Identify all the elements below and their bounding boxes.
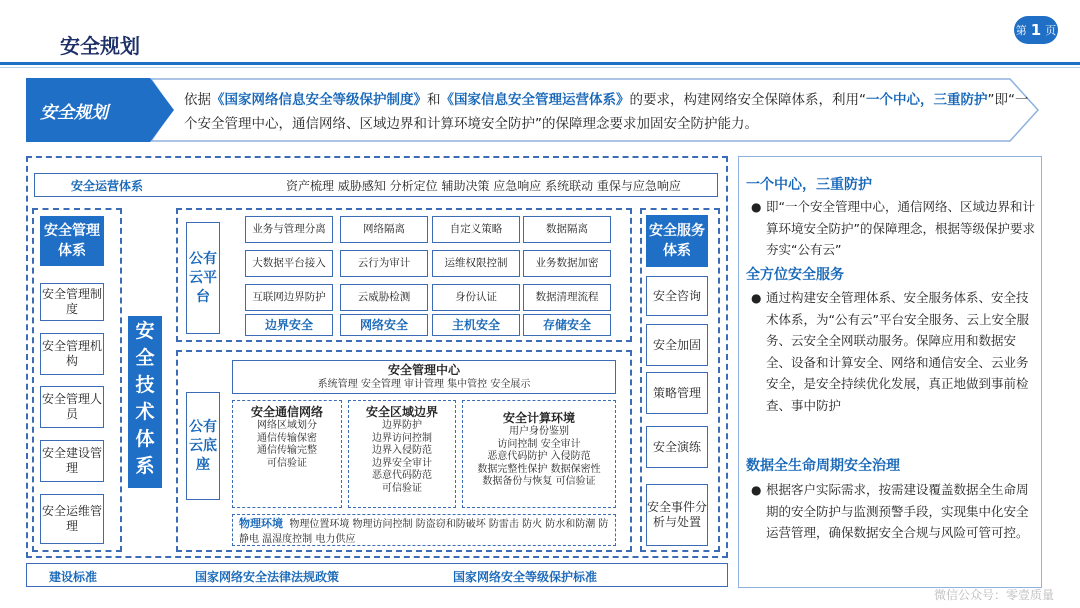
compute-env-line: 访问控制 安全审计 [497,438,581,450]
service-system-title: 安全服务体系 [646,215,708,267]
explanation-heading: 数据全生命周期安全治理 [746,458,900,474]
area-border-line: 边界安全审计 [372,457,432,469]
physical-env-title: 物理环境 [239,517,283,530]
page-number: 1 [1030,21,1042,39]
standards-label: 建设标准 [49,570,98,584]
service-item: 安全咨询 [646,276,708,316]
bullet-icon: ● [751,200,762,214]
banner-text-highlight: 《国家网络信息安全等级保护制度》 [211,92,427,108]
page-number-badge [1014,16,1058,44]
area-border-line: 边界防护 [382,420,422,431]
construction-standards-bar [26,563,728,587]
platform-cell: 网络隔离 [340,216,428,243]
area-border-line: 恶意代码防范 [372,470,432,481]
compute-env-title: 安全计算环境 [502,411,575,425]
mgmt-item: 安全建设管理 [40,440,104,482]
mgmt-item: 安全运维管理 [40,494,104,544]
banner-text-part: 依据 [184,92,211,108]
service-item: 安全加固 [646,324,708,366]
physical-environment [232,514,616,546]
banner-text-part: 的要求，构建网络安全保障体系，利用“ [629,92,866,108]
platform-cell: 自定义策略 [432,216,520,243]
banner-text-part: 和 [427,92,441,108]
banner-text [184,88,1029,136]
banner-text-part: ”即“一个安全管理中心，通信网络、区域边界和计算环境安全防护”的保障理念要求加固安全防护能力。 [184,92,1029,132]
area-border-line: 可信验证 [382,482,422,494]
platform-cell: 数据隔离 [523,216,611,243]
banner-text-highlight: 《国家信息安全管理运营体系》 [440,92,630,108]
compute-env-line: 数据完整性保护 数据保密性 [477,463,601,475]
secure-comm-network [232,400,342,508]
banner-text-highlight: 一个中心，三重防护 [866,92,988,108]
platform-footer-item: 边界安全 [245,314,333,336]
secure-area-border [348,400,456,508]
explanation-paragraph: 通过构建安全管理体系、安全服务体系、安全技术体系，为“公有云”平台安全服务、云上安全服务、云安全全网联动服务。保障应用和数据安全、设备和计算安全、网络和通信安全、云业务安全，是安全持续优化发展，真正地做到事前检查、事中防护 [766,290,1029,413]
public-cloud-platform-label: 公有云平台 [186,222,220,334]
header-divider [0,62,1080,65]
management-system-title: 安全管理体系 [40,216,104,266]
standards-item: 国家网络安全法律法规政策 [195,570,340,584]
platform-cell: 身份认证 [432,284,520,311]
security-management-center [232,360,616,394]
explanation-heading: 一个中心，三重防护 [746,177,872,193]
security-operations-bar [34,173,718,197]
explanation-paragraph: 即“一个安全管理中心，通信网络、区域边界和计算环境安全防护”的保障理念，根据等级保护要求夯实“公有云” [766,199,1035,257]
bullet-icon: ● [751,483,762,497]
platform-cell: 云威胁检测 [340,284,428,311]
ops-title: 安全运营体系 [71,178,144,193]
secure-compute-environment [462,400,616,508]
explanation-heading: 全方位安全服务 [746,267,844,283]
management-center-items: 系统管理 安全管理 审计管理 集中管控 安全展示 [317,379,531,390]
service-item: 安全演练 [646,426,708,468]
mgmt-item: 安全管理制度 [40,283,104,321]
comm-network-line: 通信传输完整 [257,445,317,456]
platform-cell: 运维权限控制 [432,250,520,277]
compute-env-line: 用户身份鉴别 [509,426,569,437]
explanation-paragraph: 根据客户实际需求，按需建设覆盖数据全生命周期的安全防护与监测预警手段，实现集中化安全运营管理，确保数据安全合规与风险可管可控。 [766,482,1029,540]
platform-footer-item: 网络安全 [340,314,428,336]
service-item: 策略管理 [646,372,708,414]
platform-cell: 云行为审计 [340,250,428,277]
technical-system-title: 安全技术体系 [128,316,162,488]
page-suffix: 页 [1045,24,1057,37]
service-item: 安全事件分析与处置 [646,484,708,546]
area-border-line: 边界访问控制 [372,432,432,444]
platform-footer-item: 存储安全 [523,314,611,336]
comm-network-line: 可信验证 [267,457,307,469]
comm-network-line: 网络区域划分 [257,420,317,431]
public-cloud-base-label: 公有云底座 [186,392,220,500]
standards-item: 国家网络安全等级保护标准 [453,570,598,584]
physical-env-items: 物理位置环境 物理访问控制 防盗窃和防破坏 防雷击 防火 防水和防潮 防静电 温湿度控制 电力供应 [239,519,609,545]
compute-env-line: 恶意代码防护 入侵防范 [487,451,591,462]
compute-env-line: 数据备份与恢复 可信验证 [482,476,596,487]
comm-network-title: 安全通信网络 [250,405,323,419]
platform-cell: 大数据平台接入 [245,250,333,277]
area-border-line: 边界入侵防范 [372,445,432,456]
platform-cell: 业务与管理分离 [245,216,333,243]
banner-label: 安全规划 [40,103,108,123]
ops-items: 资产梳理 威胁感知 分析定位 辅助决策 应急响应 系统联动 重保与应急响应 [286,178,681,193]
page-prefix: 第 [1015,24,1027,37]
area-border-title: 安全区域边界 [365,405,438,419]
comm-network-line: 通信传输保密 [257,432,317,444]
mgmt-item: 安全管理机构 [40,333,104,375]
platform-cell: 业务数据加密 [523,250,611,277]
header-divider-thin [0,67,1080,68]
watermark: 微信公众号：零壹质量 [934,588,1055,602]
bullet-icon: ● [751,291,762,305]
platform-cell: 互联网边界防护 [245,284,333,311]
platform-cell: 数据清理流程 [523,284,611,311]
platform-footer-item: 主机安全 [432,314,520,336]
management-center-title: 安全管理中心 [387,363,460,377]
mgmt-item: 安全管理人员 [40,386,104,428]
page-title: 安全规划 [60,34,140,58]
